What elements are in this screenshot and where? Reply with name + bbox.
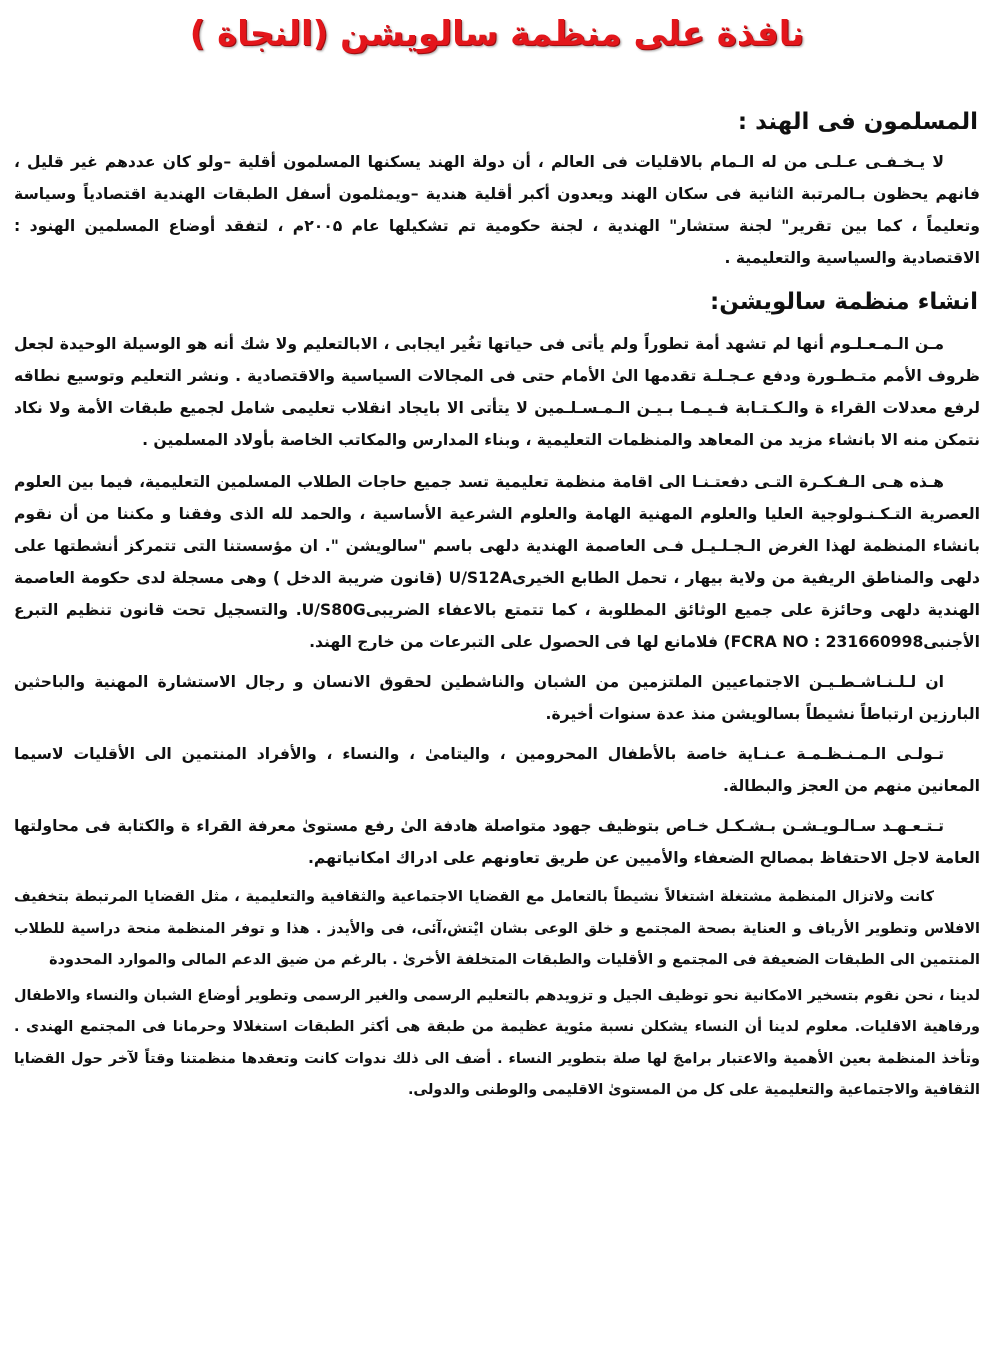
section-heading-muslims-in-india: المسلمون فى الهند : [737, 109, 978, 135]
paragraph-literacy: تـتـعـهـد سـالـويـشـن بـشـكـل خـاص بتوظيف جهود متواصلة هادفة الىٰ رفع مستوىٰ معرفة القراء ة والكتابة فى محاولتها العامة لاجل الاحتفاظ بمصالح الضعفاء والأميين عن طريق تعاونهم على ادراك امكانياتهم. [14, 817, 980, 867]
paragraph-organization-idea: هـذه هـى الـفـكـرة التـى دفعتـنـا الى اقامة منظمة تعليمية تسد جميع حاجات الطلاب المسلمين التعليمية، فيما بين العلوم العصرية التـكـنـولوجية العليا والعلوم المهنية الهامة والعلوم الشرعية الأساسية ، والحمد لله الذى وفقنا و مكننا من أن نقوم بانشاء المنظمة لهذا الغرض الـجـلـيـل فـى العاصمة الهندية دلهى باسم "سالويشن ". ان مؤسستنا التى تتمركز أنشطتها على دلهى والمناطق الريفية من ولاية بيهار ، تحمل الطابع الخيرىU/S12A (قانون ضريبة الدخل ) وهى مسجلة لدى حكومة العاصمة الهندية دلهى وحائزة على جميع الوثائق المطلوبة ، كما تتمتع بالاعفاء الضريبىU/S80G. والتسجيل تحت قانون تنظيم التبرع الأجنبىFCRA NO : 231660998) فلامانع لها فى الحصول على التبرعات من خارج الهند. [14, 473, 980, 651]
paragraph-education: مـن الـمـعـلـوم أنها لم تشهد أمة تطوراً ولم يأتى فى حياتها تغُير ايجابى ، الابالتعليم ولا شك أنه هو الوسيلة الوحيدة لجعل ظروف الأمم متـطـورة ودفع عـجـلـة تقدمها الىٰ الأمام حتى فى المجالات السياسية والاقتصادية . ونشر التعليم وتوسيع نطاقه لرفع معدلات القراء ة والـكـتـابة فـيـمـا بـيـن الـمـسـلـمين لا يتأتى الا بايجاد انقلاب تعليمى شامل لجميع طبقات الأمة ولا نكاد نتمكن منه الا بانشاء مزيد من المعاهد والمنظمات التعليمية ، وبناء المدارس والمكاتب الخاصة بأولاد المسلمين . [14, 335, 980, 449]
paragraph-muslims-in-india: لا يـخـفـى عـلـى من له الـمام بالاقليات فى العالم ، أن دولة الهند يسكنها المسلمون أقلية –ولو كان عددهم غير قليل ، فانهم يحظون بـالمرتبة الثانية فى سكان الهند ويعدون أكبر أقلية هندية –ويمثلمون أسفل الطبقات الهندية اقتصادياً وسياسة وتعليماً ، كما بين تقرير" لجنة ستشار" الهندية ، لجنة حكومية تم تشكيلها عام ۲۰۰۵م ، لتفقد أوضاع المسلمين الهنود : الاقتصادية والسياسية والتعليمية . [14, 153, 980, 267]
paragraph-social-issues: كانت ولاتزال المنظمة مشتغلة اشتغالاً نشيطاً بالتعامل مع القضايا الاجتماعية والثقافية والتعليمية ، مثل القضايا المرتبطة بتخفيف الافلاس وتطوير الأرياف و العناية بصحة المجتمع و خلق الوعى بشان ايْتش،آئى، فى والأيدز . هذا و توفر المنظمة منحة دراسية للطلاب المنتمين الى الطبقات الضعيفة فى المجتمع و الأقليات والطبقات المتخلفة الأخرىٰ . بالرغم من ضيق الدعم المالى والموارد المحدودة [14, 889, 980, 968]
section-heading-founding: انشاء منظمة سالويشن: [710, 289, 978, 315]
paragraph-programs: لدينا ، نحن نقوم بتسخير الامكانية نحو توظيف الجيل و تزويدهم بالتعليم الرسمى والغير الرسمى وتطوير أوضاع الشبان والنساء والاطفال ورفاهية الاقليات. معلوم لدينا أن النساء يشكلن نسبة مئوية عظيمة من طبقة هى أكثر الطبقات استغلالا وحرمانا فى المجتمع الهندى . وتأخذ المنظمة بعين الأهمية والاعتبار برامجَ لها صلة بتطوير النساء . أضف الى ذلك ندوات كانت وتعقدها منظمتنا وقتاً لآخر حول القضايا الثقافية والاجتماعية والتعليمية على كل من المستوىٰ الاقليمى والوطنى والدولى. [14, 987, 980, 1098]
paragraph-care: تـولـى الـمـنـظـمـة عـنـاية خاصة بالأطفال المحرومين ، واليتامىٰ ، والنساء ، والأفراد المنتمين الى الأقليات لاسيما المعانين منهم من العجز والبطالة. [14, 745, 980, 795]
document-title: نافذة على منظمة سالويشن (النجاة ) [189, 14, 805, 54]
paragraph-activists: ان لـلـنـاشـطـيـن الاجتماعيين الملتزمين من الشبان والناشطين لحقوق الانسان و رجال الاستشارة المهنية والباحثين البارزين ارتباطاً نشيطاً بسالويشن منذ عدة سنوات أخيرة. [14, 673, 980, 723]
